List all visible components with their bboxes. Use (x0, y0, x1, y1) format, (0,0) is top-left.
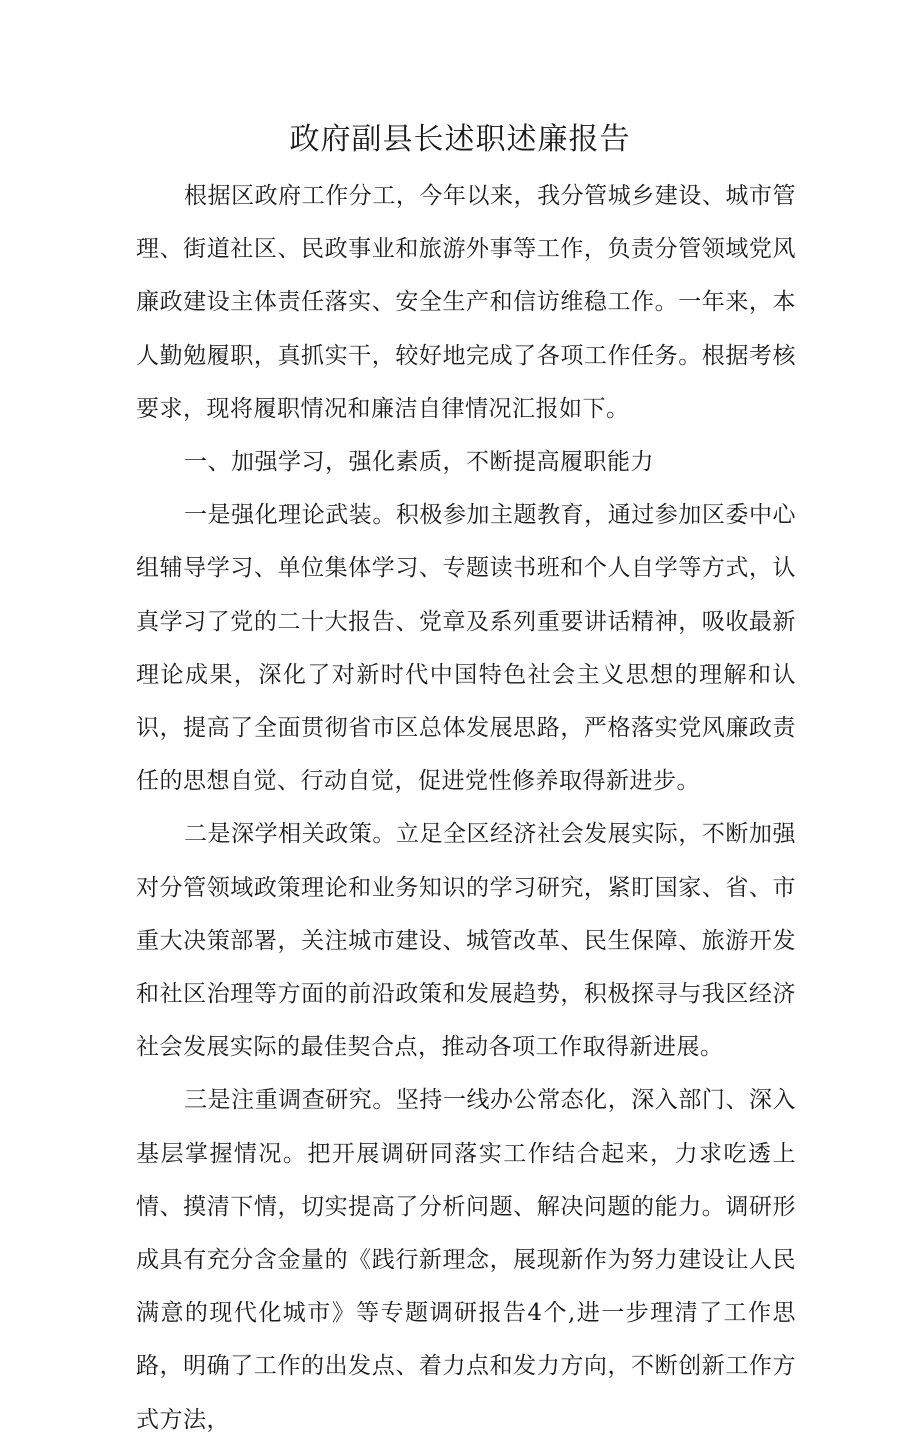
paragraph-policy: 二是深学相关政策。立足全区经济社会发展实际，不断加强对分管领域政策理论和业务知识的学习研究，紧盯国家、省、市重大决策部署，关注城市建设、城管改革、民生保障、旅游开发和社区治理等方面的前沿政策和发展趋势，积极探寻与我区经济社会发展实际的最佳契合点，推动各项工作取得新进展。 (136, 821, 796, 1061)
document-body (136, 170, 796, 1447)
paragraph-theory: 一是强化理论武装。积极参加主题教育，通过参加区委中心组辅导学习、单位集体学习、专题读书班和个人自学等方式，认真学习了党的二十大报告、党章及系列重要讲话精神，吸收最新理论成果，深化了对新时代中国特色社会主义思想的理解和认识，提高了全面贯彻省市区总体发展思路，严格落实党风廉政责任的思想自觉、行动自觉，促进党性修养取得新进步。 (136, 502, 796, 795)
intro-paragraph: 根据区政府工作分工，今年以来，我分管城乡建设、城市管理、街道社区、民政事业和旅游外事等工作，负责分管领域党风廉政建设主体责任落实、安全生产和信访维稳工作。一年来，本人勤勉履职，真抓实干，较好地完成了各项工作任务。根据考核要求，现将履职情况和廉洁自律情况汇报如下。 (136, 183, 796, 422)
paragraph-research: 三是注重调查研究。坚持一线办公常态化，深入部门、深入基层掌握情况。把开展调研同落实工作结合起来，力求吃透上情、摸清下情，切实提高了分析问题、解决问题的能力。调研形成具有充分含金量的《践行新理念，展现新作为努力建设让人民满意的现代化城市》等专题调研报告4个,进一步理清了工作思路，明确了工作的出发点、着力点和发力方向，不断创新工作方式方法， (136, 1087, 796, 1433)
document-title: 政府副县长述职述廉报告 (289, 122, 631, 157)
section-heading: 一、加强学习，强化素质，不断提高履职能力 (184, 449, 654, 476)
